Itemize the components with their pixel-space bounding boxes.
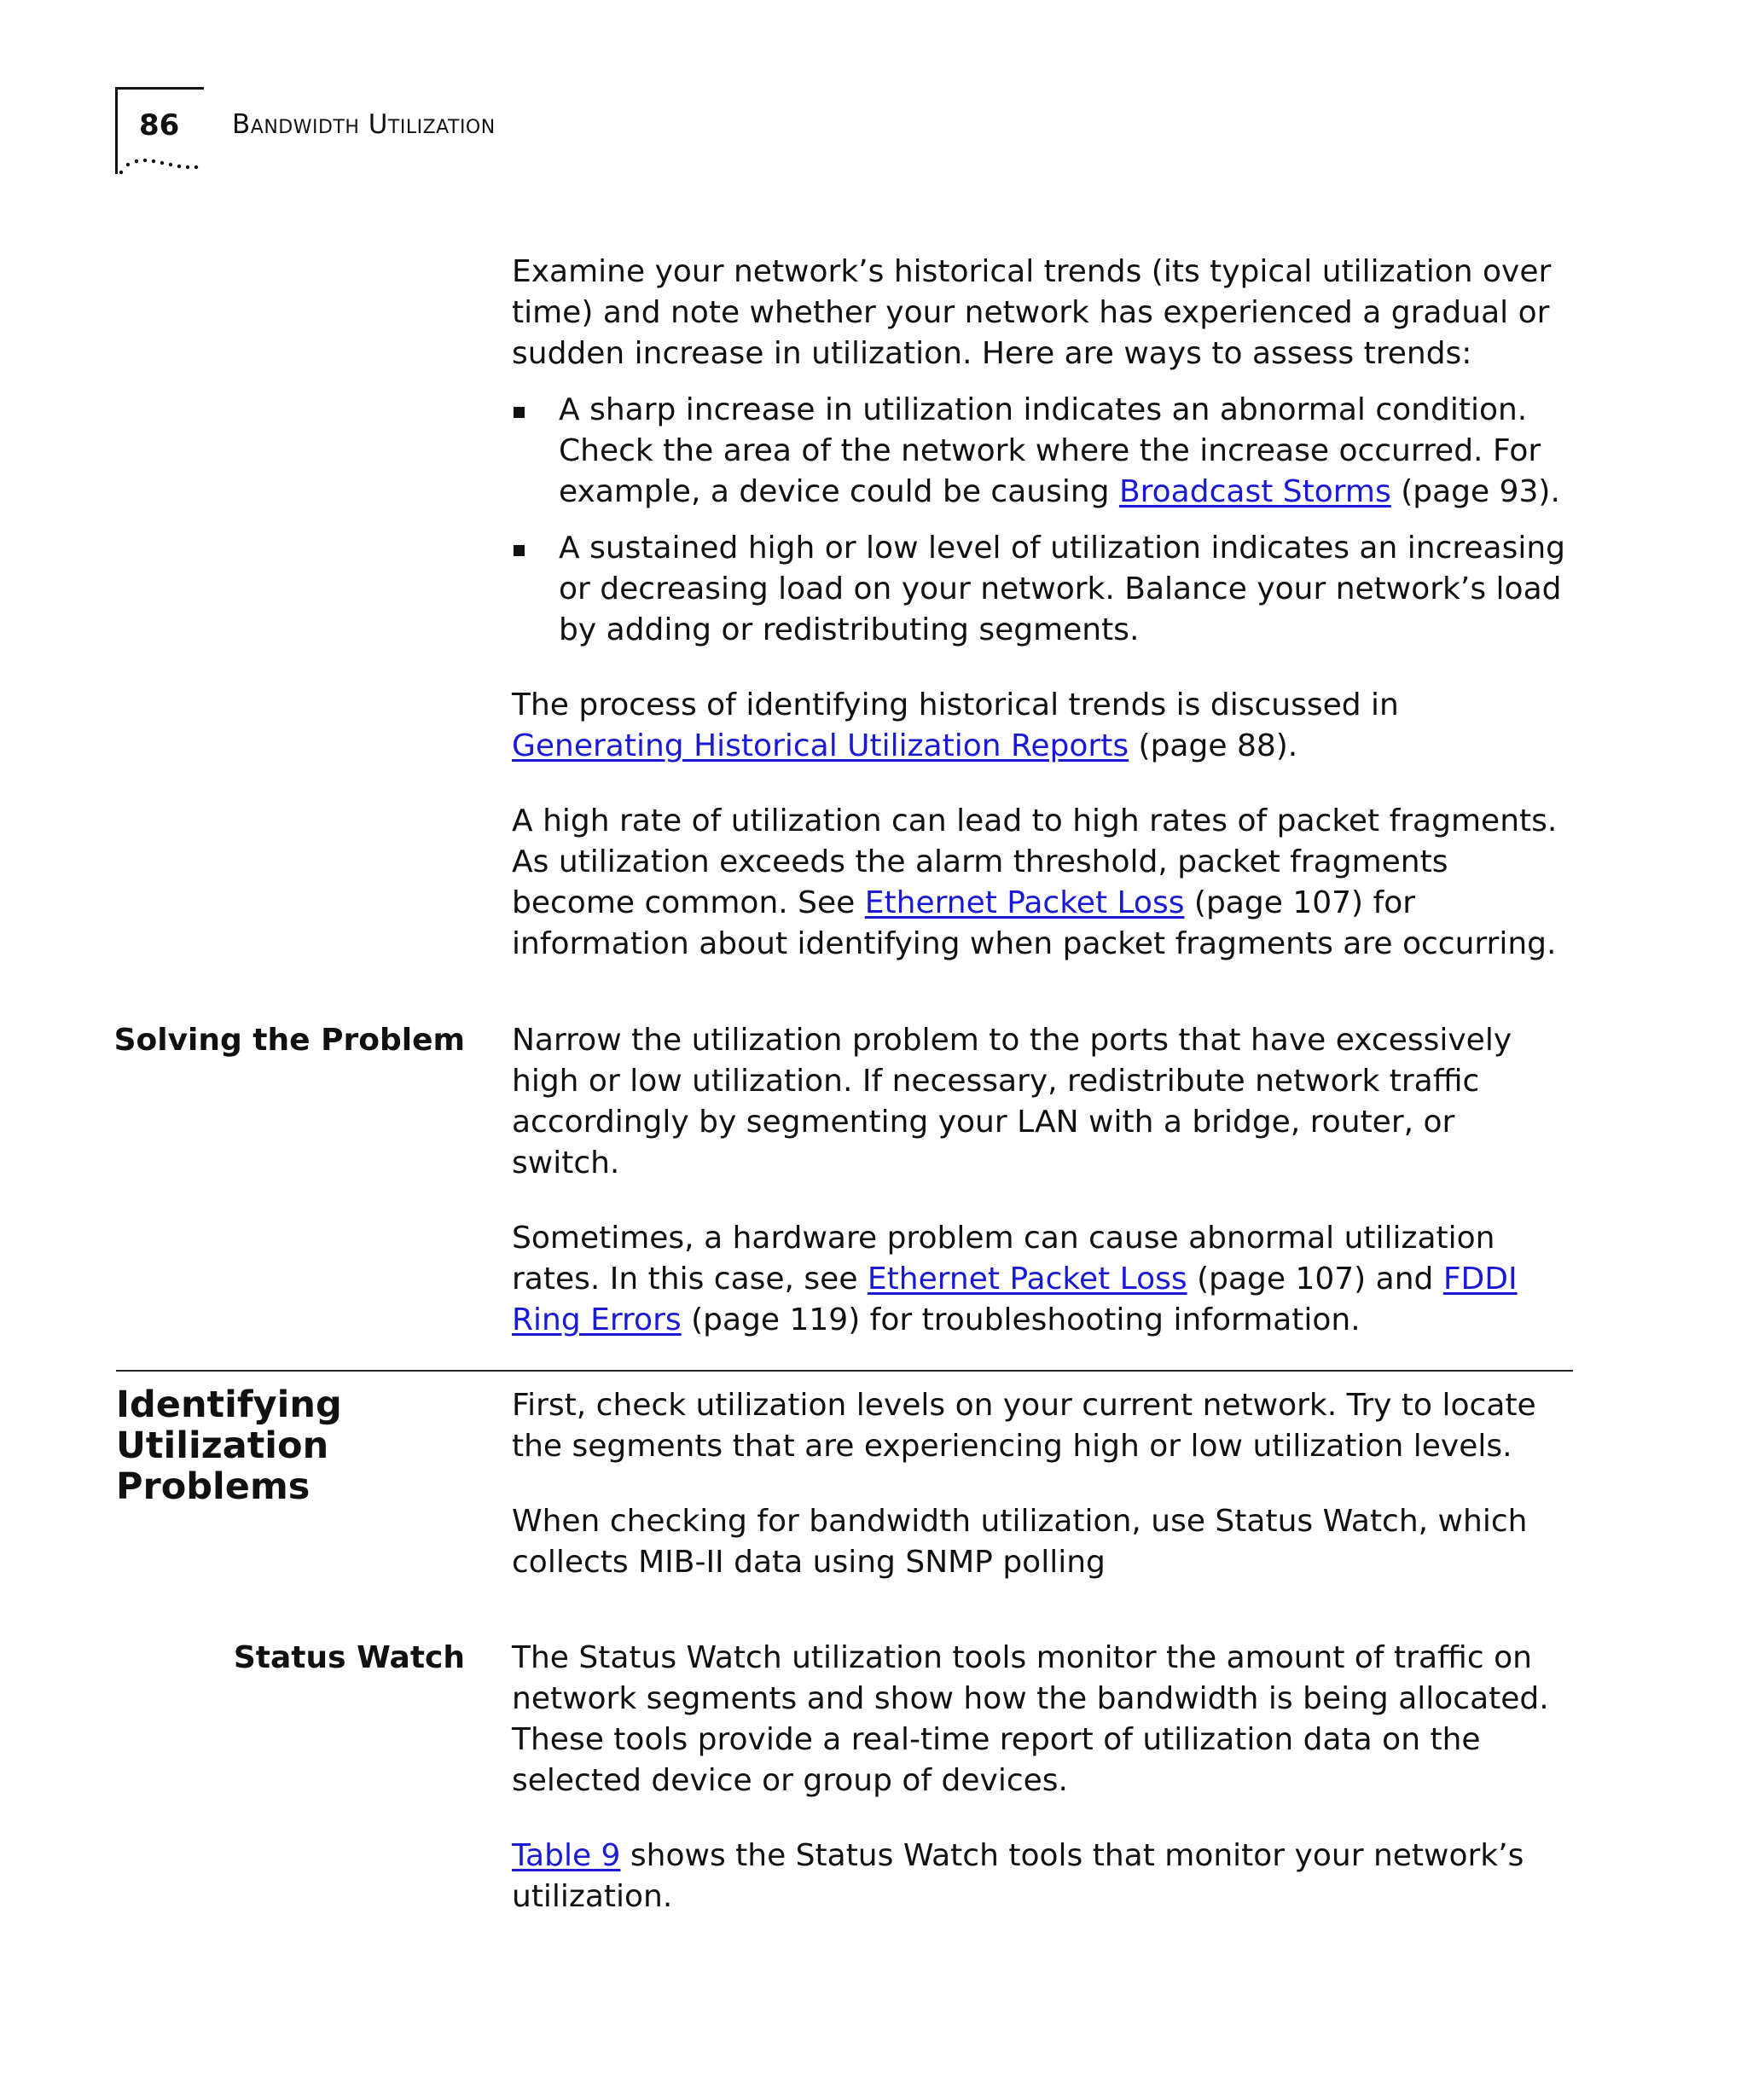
section-heading-line: Identifying	[116, 1384, 342, 1426]
ethernet-packet-loss-link[interactable]: Ethernet Packet Loss	[864, 885, 1185, 920]
hardware-paragraph	[512, 1218, 1570, 1341]
bullet-item	[512, 528, 1570, 651]
table-reference-paragraph	[512, 1836, 1570, 1917]
section-heading-line: Problems	[116, 1465, 311, 1508]
paragraph-text: Sometimes, a hardware problem can cause abnormal utilization rates. In this case, see	[512, 1221, 1495, 1297]
status-watch-paragraph: The Status Watch utilization tools monitor the amount of traffic on network segments and show how the bandwidth is being allocated. These tools provide a real-time report of utilization data on the selected device or group of devices.	[512, 1640, 1549, 1798]
section-divider	[116, 1370, 1573, 1372]
identifying-paragraph: First, check utilization levels on your current network. Try to locate the segments that are experiencing high or low utilization levels.	[512, 1388, 1536, 1464]
bullet-text: A sharp increase in utilization indicates an abnormal condition. Check the area of the network where the increase occurred. For example, a device could be causing	[559, 392, 1541, 509]
solving-paragraph: Narrow the utilization problem to the ports that have excessively high or low utilization. If necessary, redistribute network traffic accordingly by segmenting your LAN with a bridge, router, or switch.	[512, 1023, 1512, 1181]
bullet-square-icon	[514, 545, 525, 556]
paragraph-text-tail: (page 107) for information about identifying when packet fragments are occurring.	[512, 885, 1557, 961]
paragraph-text-tail: (page 88).	[1129, 728, 1298, 763]
solving-problem-heading: Solving the Problem	[113, 1023, 465, 1058]
generating-reports-link[interactable]: Generating Historical Utilization Reports	[512, 728, 1129, 763]
identifying-section	[512, 1385, 1570, 1583]
fragments-paragraph	[512, 801, 1570, 965]
bullet-text-tail: (page 93).	[1390, 474, 1560, 509]
table-9-link[interactable]: Table 9	[512, 1838, 621, 1873]
paragraph-text: The process of identifying historical trends is discussed in	[512, 687, 1399, 722]
dotted-curve-ornament	[119, 154, 204, 179]
paragraph-text-mid: (page 107) and	[1187, 1262, 1443, 1297]
intro-paragraph: Examine your network’s historical trends (its typical utilization over time) and note whether your network has experienced a gradual or sudden increase in utilization. Here are ways to assess trends:	[512, 254, 1552, 371]
section-heading	[116, 1384, 491, 1507]
running-header: Bandwidth Utilization	[232, 109, 496, 140]
intro-section	[512, 252, 1570, 965]
trends-paragraph	[512, 685, 1570, 767]
paragraph-text: A high rate of utilization can lead to high rates of packet fragments. As utilization exceeds the alarm threshold, packet fragments become common. See	[512, 803, 1558, 920]
status-watch-intro-paragraph: When checking for bandwidth utilization, use Status Watch, which collects MIB-II data using SNMP polling	[512, 1504, 1528, 1580]
solving-section	[512, 1020, 1570, 1341]
ethernet-packet-loss-link[interactable]: Ethernet Packet Loss	[867, 1262, 1187, 1297]
section-heading-line: Utilization	[116, 1424, 329, 1467]
paragraph-text-tail: shows the Status Watch tools that monitor your network’s utilization.	[512, 1838, 1524, 1914]
broadcast-storms-link[interactable]: Broadcast Storms	[1118, 474, 1391, 509]
status-watch-heading: Status Watch	[233, 1640, 465, 1675]
paragraph-text-tail: (page 119) for troubleshooting information.	[681, 1302, 1361, 1337]
page-number: 86	[139, 108, 180, 142]
bullet-square-icon	[514, 407, 525, 418]
fddi-ring-errors-link[interactable]: FDDI Ring Errors	[512, 1262, 1518, 1337]
bullet-text: A sustained high or low level of utilization indicates an increasing or decreasing load on your network. Balance your network’s load by adding or redistributing segments.	[559, 531, 1566, 647]
status-watch-section	[512, 1638, 1570, 1917]
bullet-item	[512, 390, 1570, 513]
